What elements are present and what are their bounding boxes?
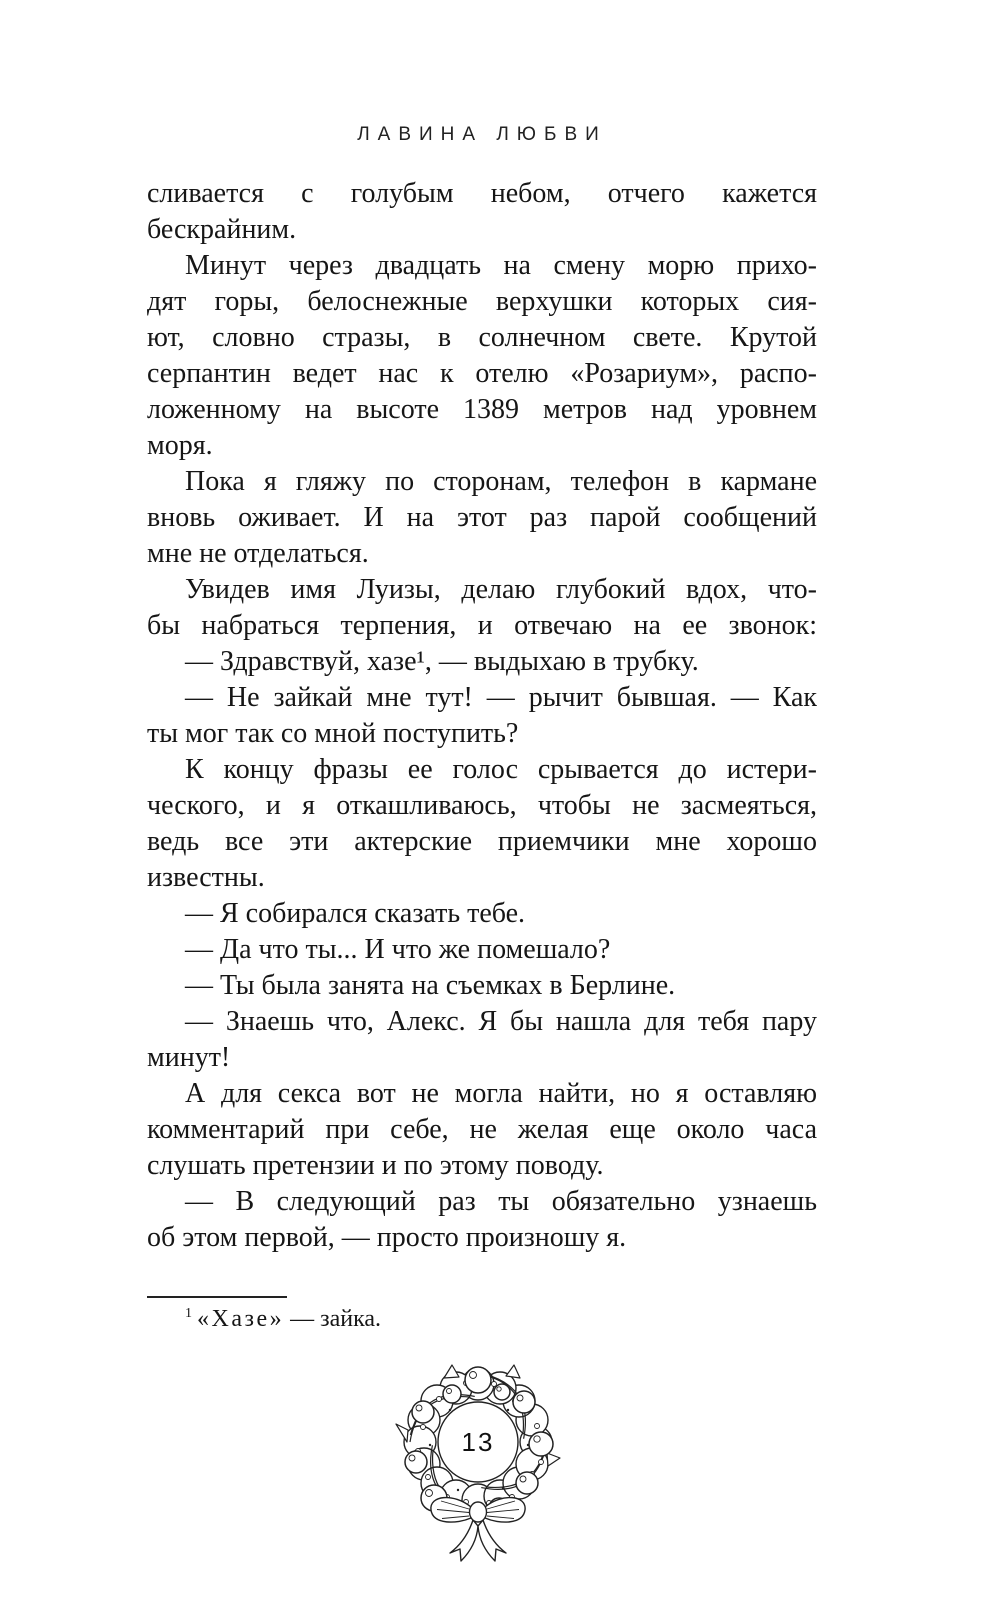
body-text-line: вновь оживает. И на этот раз парой сообщений: [147, 502, 817, 533]
body-text-line: — Знаешь что, Алекс. Я бы нашла для тебя пару: [185, 1006, 817, 1037]
running-title: ЛАВИНА ЛЮБВИ: [357, 124, 607, 145]
body-text-line: мне не отделаться.: [147, 538, 369, 569]
body-text-line: ты мог так со мной поступить?: [147, 718, 519, 749]
body-text-line: бы набраться терпения, и отвечаю на ее звонок:: [147, 610, 817, 641]
footnote-text: — зайка.: [284, 1306, 382, 1332]
body-text-line: моря.: [147, 430, 213, 461]
body-text-line: ведь все эти актерские приемчики мне хорошо: [147, 826, 817, 857]
body-text-line: К концу фразы ее голос срывается до истери-: [185, 754, 817, 785]
body-text-line: ческого, и я откашливаюсь, чтобы не засмеяться,: [147, 790, 817, 821]
body-text-line: А для секса вот не могла найти, но я оставляю: [185, 1078, 817, 1109]
footnote: [185, 1306, 381, 1333]
body-text-line: ют, словно стразы, в солнечном свете. Крутой: [147, 322, 817, 353]
footnote-term: «Хазе»: [197, 1306, 285, 1332]
body-text-line: Минут через двадцать на смену морю прихо-: [185, 250, 817, 281]
body-text-line: Увидев имя Луизы, делаю глубокий вдох, что-: [185, 574, 817, 605]
body-text-line: бескрайним.: [147, 214, 297, 245]
body-text-line: ложенному на высоте 1389 метров над уровнем: [147, 394, 817, 425]
body-text-line: — Да что ты... И что же помешало?: [185, 934, 611, 965]
body-text-line: дят горы, белоснежные верхушки которых сия-: [147, 286, 817, 317]
footnote-marker: 1: [185, 1306, 192, 1321]
body-text: [147, 176, 817, 1256]
body-text-line: — Не зайкай мне тут! — рычит бывшая. — Как: [185, 682, 817, 713]
body-text-line: — В следующий раз ты обязательно узнаешь: [185, 1186, 817, 1217]
body-text-line: слушать претензии и по этому поводу.: [147, 1150, 604, 1181]
body-text-line: Пока я гляжу по сторонам, телефон в кармане: [185, 466, 817, 497]
body-text-line: — Ты была занята на съемках в Берлине.: [185, 970, 676, 1001]
body-text-line: сливается с голубым небом, отчего кажется: [147, 178, 817, 209]
wreath-ornament-illustration: [378, 1350, 578, 1565]
body-text-line: комментарий при себе, не желая еще около часа: [147, 1114, 817, 1145]
body-text-line: — Здравствуй, хазе¹, — выдыхаю в трубку.: [185, 646, 699, 677]
body-text-line: минут!: [147, 1042, 231, 1073]
page-number: 13: [461, 1427, 495, 1457]
body-text-line: известны.: [147, 862, 265, 893]
body-text-line: — Я собирался сказать тебе.: [185, 898, 526, 929]
body-text-line: об этом первой, — просто произношу я.: [147, 1222, 627, 1253]
footnote-rule: [147, 1296, 287, 1298]
body-text-line: серпантин ведет нас к отелю «Розариум», распо-: [147, 358, 817, 389]
